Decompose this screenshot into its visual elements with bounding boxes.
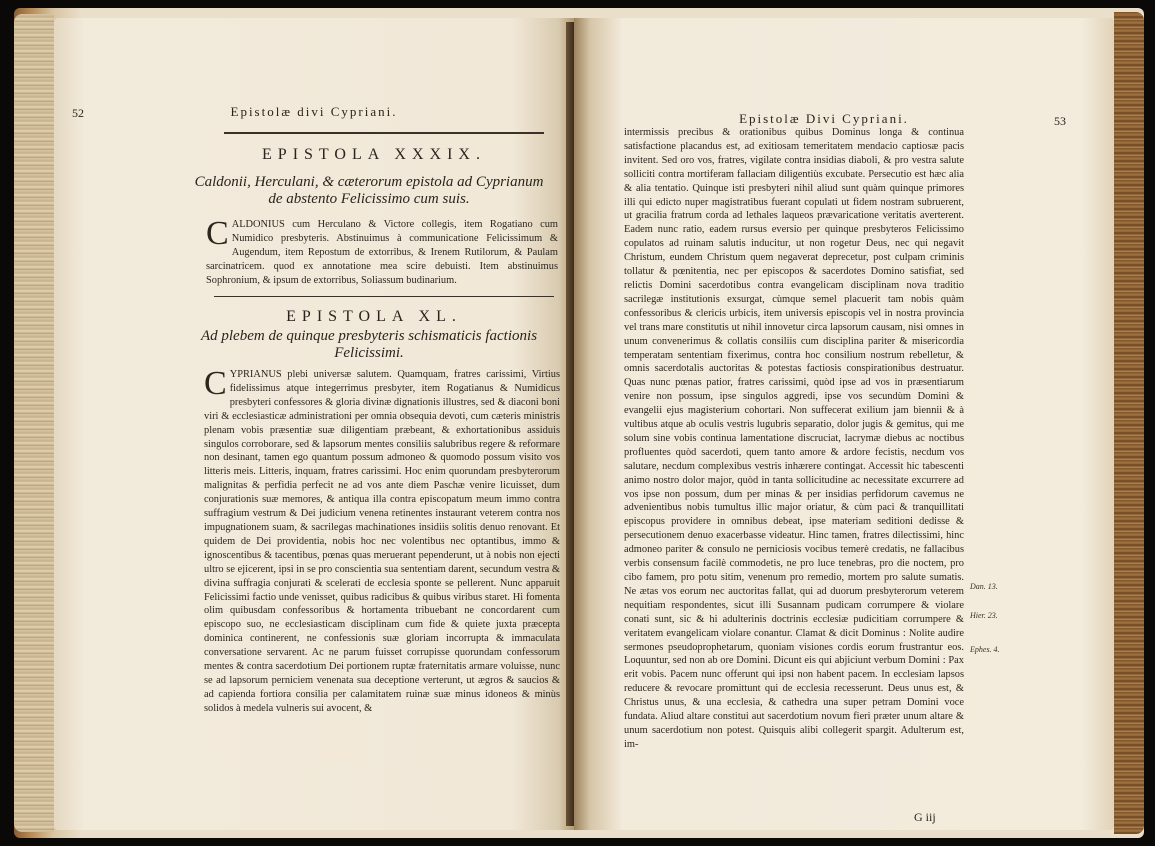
margin-note: Hier. 23. [970,611,998,620]
epistle-39-body [206,215,558,288]
right-page [574,18,1114,830]
page-number: 53 [1054,114,1066,128]
subtitle-line: Caldonii, Herculani, & cæterorum epistola ad Cyprianum [194,174,544,190]
epistle-40-text: YPRIANUS plebi universæ salutem. Quamquam, fratres carissimi, Virtius fidelissimus atque integerrimus presbyter, item Rogatianus & Numidicus presbyteri confessores & gloria divinæ dignationis illustres, sed & diaconi boni viri & ecclesiasticæ administrationi per omnia obsequia devoti, cum cæteris ministris plenam vobis præsentiæ suæ diligentiam præbeant, & exhortationibus assiduis singulos corroborare, sed & lapsorum mentes consiliis salubribus regere & reformare non desinant, tamen ego quantum possum admoneo & quomodo possum visito vos litteris meis. Litteris, inquam, fratres carissimi. Hoc enim quorundam presbyterorum malignitas & perfidia perfecit ne ad vos ante diem Paschæ venire licuisset, dum conjurationis suæ memores, & antiqua illa contra episcopatum meum immo contra suffragium vestrum & Dei judicium venena retinentes instaurant veterem contra nos impugnationem suam, & sacrilegas machinationes insidiis solitis denuo renovant. Et quidem de Dei providentia, nobis hoc nec volentibus nec optantibus, immo & ignoscentibus & tacentibus, pœnas quas meruerant pependerunt, ut à nobis non ejecti ultro se ejicerent, ipsi in se pro conscientia sua sententiam darent, secundum vestra & divina suffragia conjurati & scelerati de ecclesia sponte se pellerent. Nunc apparuit Felicissimi factio unde venisset, quibus radicibus & quibus viribus staret. Hi fomenta olim quibusdam confessoribus & hortamenta tribuebant ne concordarent cum episcopo suo, ne ecclesiasticam disciplinam cum fide & quiete juxta præcepta dominica continerent, ne confessionis suæ gloriam incorrupta & immaculata conversatione servarent. Ac ne parum fuisset corrupisse quorundam confessorum mentes & contra sacerdotium Dei portionem ruptæ fraternitatis armare voluisse, nunc se ad lapsorum perniciem venenata sua deceptione verterunt, ut ægros & saucios & ad capienda fortiora consilia per calamitatem ruinæ suæ minus idoneos & minùs solidos à medela vulneris sui avocent, & [204,369,560,714]
left-page [54,18,574,830]
page-number: 52 [72,106,84,120]
subtitle-line: de abstento Felicissimo cum suis. [268,191,470,207]
right-page-body [624,126,964,752]
subtitle-line: Felicissimi. [334,345,404,361]
right-page-text: intermissis precibus & orationibus quibus Dominus longa & continua satisfactione placandus est, ad exitiosam temeritatem mendacio captiosæ pacis invitent. Sed oro vos, fratres, vigilate contra insidias diaboli, & pro vestra salute solliciti contra mortiferam fallaciam diligentiùs excubate. Persecutio est hæc alia & alia tentatio. Quinque isti presbyteri nihil aliud sunt quàm quinque primores illi qui edicto nuper magistratibus fuerant copulati ut fidem nostram subruerent, ut gracilia fratrum corda ad lethales laqueos prævaricatione veritatis averterent. Eadem nunc ratio, eadem rursus eversio per quinque presbyteros Felicissimo copulatos ad ruinam salutis inducitur, ut non rogetur Deus, nec qui negavit Christum, eundem Christum quem negaverat deprecetur, post culpam criminis tollatur & pœnitentia, nec per episcopos & sacerdotes Domino satisfiat, sed relictis Domini sacerdotibus contra evangelicam disciplinam nova traditio sacrilegæ institutionis exsurgat, cùmque semel placuerit tam nobis quàm confessoribus & clericis urbicis, item universis episcopis vel in nostra provincia vel trans mare constitutis ut nihil innovetur circa lapsorum causam, nisi omnes in unum convenerimus & collatis consiliis cum disciplina pariter & misericordia temperatam sententiam fixerimus, contra hoc consilium nostrum rebelletur, & omnis sacerdotalis auctoritas & potestas factiosis conspirationibus destruatur. Quas nunc pœnas patior, fratres carissimi, quòd ipse ad vos in præsentiarum venire non possum, ipse singulos aggredi, ipse vos secundùm Domini & evangelii ejus magisterium cohortari. Non suffecerat exilium jam biennii & à vultibus atque ab oculis vestris lugubris separatio, dolor jugis & gemitus, qui me solum sine vobis continua lamentatione discruciat, lacrymæ diebus ac noctibus profluentes quòd sacerdoti, quem tanto amore & ardore fecistis, necdum vos salutare, necdum complexibus vestris inhærere contingat. Accessit hic tabescenti animo nostro dolor major, quòd in tanta sollicitudine ac necessitate excurrere ad vos ipse non possum, dum per minas & per insidias perfidorum cavemus ne advenientibus nobis tumultus illic major oriatur, & cùm paci & tranquillitati episcopus providere in omnibus debeat, ipse materiam seditioni dedisse & persecutionem denuo exacerbasse videatur. Hinc tamen, fratres dilectissimi, hinc admoneo pariter & consulo ne perniciosis vocibus temerè credatis, ne fallacibus verbis consensum facilè commodetis, ne pro luce tenebras, pro die noctem, pro cibo famem, pro potu sitim, venenum pro remedio, mortem pro salute sumatis. Ne ætas vos eorum nec auctoritas fallat, qui ad duorum presbyterorum veterem nequitiam respondentes, sicut illi Susannam pudicam corrumpere & violare conati sunt, sic & hi adulterinis doctrinis ecclesiæ pudicitiam corrumpere & veritatem evangelicam violare conantur. Clamat & dicit Dominus : Nolite audire sermones pseudoprophetarum, quoniam visiones cordis eorum frustrantur eos. Loquuntur, sed non ab ore Domini. Dicunt eis qui abjiciunt verbum Domini : Pax erit vobis. Pacem nunc offerunt qui ipsi non habent pacem. In ecclesiam lapsos reducere & revocare promittunt qui de ecclesia recesserunt. Deus unus est, & Christus unus, & una ecclesia, & cathedra una super petram Domini voce fundata. Aliud altare constitui aut sacerdotium novum fieri præter unum altare & unum sacerdotium non potest. Quisquis alibi collegerit spargit. Adulterum est, im- [624,127,964,750]
epistle-40-title: EPISTOLA XL. [286,308,462,325]
epistle-40-body [204,365,560,716]
rule [224,132,544,134]
dropcap: C [206,215,229,252]
left-page-edges [14,14,54,832]
running-head: Epistolæ divi Cypriani. [230,104,398,119]
margin-note: Ephes. 4. [970,645,1000,654]
margin-note: Dan. 13. [970,582,998,591]
open-book [14,8,1144,838]
dropcap: C [204,365,227,402]
epistle-39-title: EPISTOLA XXXIX. [262,146,486,163]
running-head: Epistolæ Divi Cypriani. [739,111,909,126]
rule [214,296,554,297]
epistle-40-subtitle [164,328,574,362]
right-page-edges [1114,12,1144,834]
subtitle-line: Ad plebem de quinque presbyteris schismaticis factionis [200,328,538,344]
epistle-39-subtitle [174,174,564,208]
epistle-39-text: ALDONIUS cum Herculano & Victore collegis, item Rogatiano cum Numidico presbyteris. Abstinuimus à communicatione Felicissimum & Augendum, item Repostum de extorribus, & Irenem Rutilorum, & Paulam sarcinatricem. quod ex annotatione mea scire debuisti. Item abstinuimus Sophronium, & ipsum de extorribus, Soliassum budinarium. [206,219,558,286]
signature-mark: G iij [914,810,936,824]
